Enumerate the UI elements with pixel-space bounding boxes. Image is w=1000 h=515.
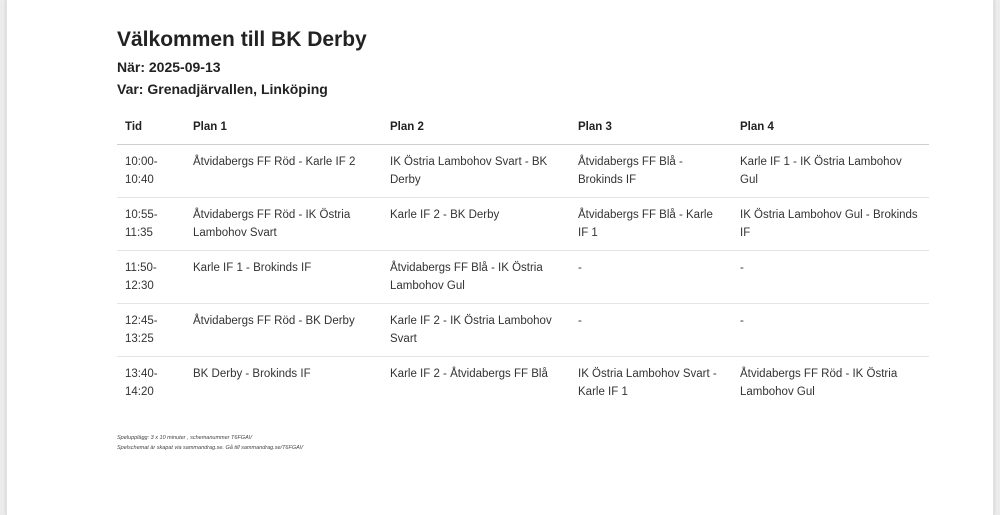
cell-plan-2: Karle IF 2 - BK Derby <box>382 198 570 251</box>
cell-plan-1: BK Derby - Brokinds IF <box>193 368 311 380</box>
cell-time: 10:00-10:40 <box>117 145 185 198</box>
cell-time: 12:45-13:25 <box>117 304 185 357</box>
table-row <box>117 357 929 410</box>
cell-plan-4: - <box>732 304 929 357</box>
document-page <box>6 0 994 515</box>
cell-plan-1: Karle IF 1 - Brokinds IF <box>185 251 382 304</box>
header-time: Tid <box>117 110 185 145</box>
cell-time: 11:50-12:30 <box>117 251 185 304</box>
header-plan-3: Plan 3 <box>570 110 732 145</box>
cell-plan-3: - <box>570 304 732 357</box>
table-row <box>117 304 929 357</box>
cell-plan-1: Åtvidabergs FF Röd - Karle IF 2 <box>185 145 382 198</box>
cell-plan-2: Åtvidabergs FF Blå - IK Östria Lambohov Gul <box>382 251 570 304</box>
header-plan-2: Plan 2 <box>382 110 570 145</box>
cell-plan-1: Åtvidabergs FF Röd - BK Derby <box>185 304 382 357</box>
event-date: När: 2025-09-13 <box>117 59 221 75</box>
header-plan-1: Plan 1 <box>185 110 382 145</box>
cell-plan-3: Åtvidabergs FF Blå - Karle IF 1 <box>570 198 732 251</box>
cell-plan-3: Åtvidabergs FF Blå - Brokinds IF <box>570 145 732 198</box>
cell-plan-4: IK Östria Lambohov Gul - Brokinds IF <box>732 198 929 251</box>
table-header-row <box>117 110 929 145</box>
cell-plan-2: Karle IF 2 - IK Östria Lambohov Svart <box>382 304 570 357</box>
cell-plan-3: IK Östria Lambohov Svart - Karle IF 1 <box>578 368 717 398</box>
table-row <box>117 251 929 304</box>
cell-plan-4: Karle IF 1 - IK Östria Lambohov Gul <box>732 145 929 198</box>
cell-plan-2: IK Östria Lambohov Svart - BK Derby <box>382 145 570 198</box>
cell-plan-1: Åtvidabergs FF Röd - IK Östria Lambohov Svart <box>185 198 382 251</box>
cell-time: 10:55-11:35 <box>117 198 185 251</box>
cell-time: 13:40-14:20 <box>125 368 158 398</box>
cell-plan-4: - <box>732 251 929 304</box>
event-location: Var: Grenadjärvallen, Linköping <box>117 81 328 97</box>
footer-game-format: Spelupplägg: 3 x 10 minuter , schemanummer T6FGAV <box>117 435 253 441</box>
header-plan-4: Plan 4 <box>732 110 929 145</box>
cell-plan-4: Åtvidabergs FF Röd - IK Östria Lambohov Gul <box>740 368 898 398</box>
page-title: Välkommen till BK Derby <box>117 28 367 51</box>
schedule-table <box>117 110 929 409</box>
cell-plan-2: Karle IF 2 - Åtvidabergs FF Blå <box>390 368 548 380</box>
table-row <box>117 145 929 198</box>
cell-plan-3: - <box>570 251 732 304</box>
table-row <box>117 198 929 251</box>
footer-source-note: Spelschemat är skapat via sammandrag.se. Gå till sammandrag.se/T6FGAV <box>117 445 304 451</box>
